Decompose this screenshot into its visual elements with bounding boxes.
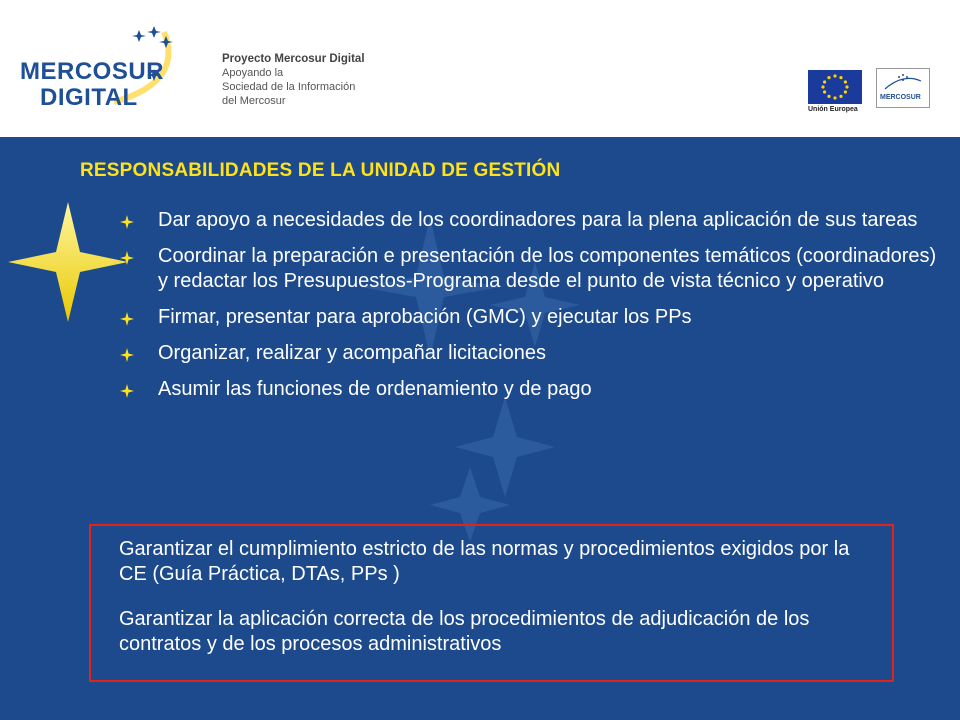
project-line: Proyecto Mercosur Digital: [222, 53, 365, 65]
list-item: [120, 208, 940, 233]
mercosur-emblem: [876, 68, 930, 108]
southern-cross-icon: [877, 69, 929, 93]
project-line: del Mercosur: [222, 95, 286, 107]
four-point-star-icon: [120, 348, 134, 362]
four-point-star-icon: [120, 215, 134, 229]
mercosur-caption: MERCOSUR: [880, 94, 921, 101]
list-item: [120, 305, 940, 330]
four-point-star-icon: [120, 251, 134, 265]
project-description: [222, 52, 365, 108]
slide-title: RESPONSABILIDADES DE LA UNIDAD DE GESTIÓN: [80, 160, 561, 181]
header-banner: [0, 0, 960, 137]
logo-word-mercosur: MERCOSUR: [20, 58, 165, 85]
list-item-text: Asumir las funciones de ordenamiento y de pago: [158, 378, 592, 400]
four-point-star-icon: [120, 312, 134, 326]
list-item-text: Organizar, realizar y acompañar licitaciones: [158, 342, 546, 364]
list-item: [120, 244, 940, 294]
list-item-text: Dar apoyo a necesidades de los coordinadores para la plena aplicación de sus tareas: [158, 209, 918, 231]
eu-caption: Unión Europea: [808, 106, 858, 113]
list-item-text: Firmar, presentar para aprobación (GMC) y ejecutar los PPs: [158, 306, 692, 328]
guarantee-text: Garantizar el cumplimiento estricto de las normas y procedimientos exigidos por la CE (Guía Práctica, DTAs, PPs ): [119, 538, 850, 585]
guarantee-text: Garantizar la aplicación correcta de los procedimientos de adjudicación de los contratos y de los procesos administrativos: [119, 608, 810, 655]
project-line: Apoyando la: [222, 67, 284, 79]
responsibilities-list: [120, 208, 940, 413]
list-item: [120, 377, 940, 402]
list-item-text: Coordinar la preparación e presentación de los componentes temáticos (coordinadores) y redactar los Presupuestos-Programa desde el punto de vista técnico y operativo: [158, 245, 937, 292]
guarantee-box: [89, 524, 894, 682]
list-item: [120, 341, 940, 366]
project-line: Sociedad de la Información: [222, 81, 356, 93]
logo-word-digital: DIGITAL: [40, 84, 138, 111]
four-point-star-icon: [120, 384, 134, 398]
large-yellow-star: [8, 202, 128, 322]
